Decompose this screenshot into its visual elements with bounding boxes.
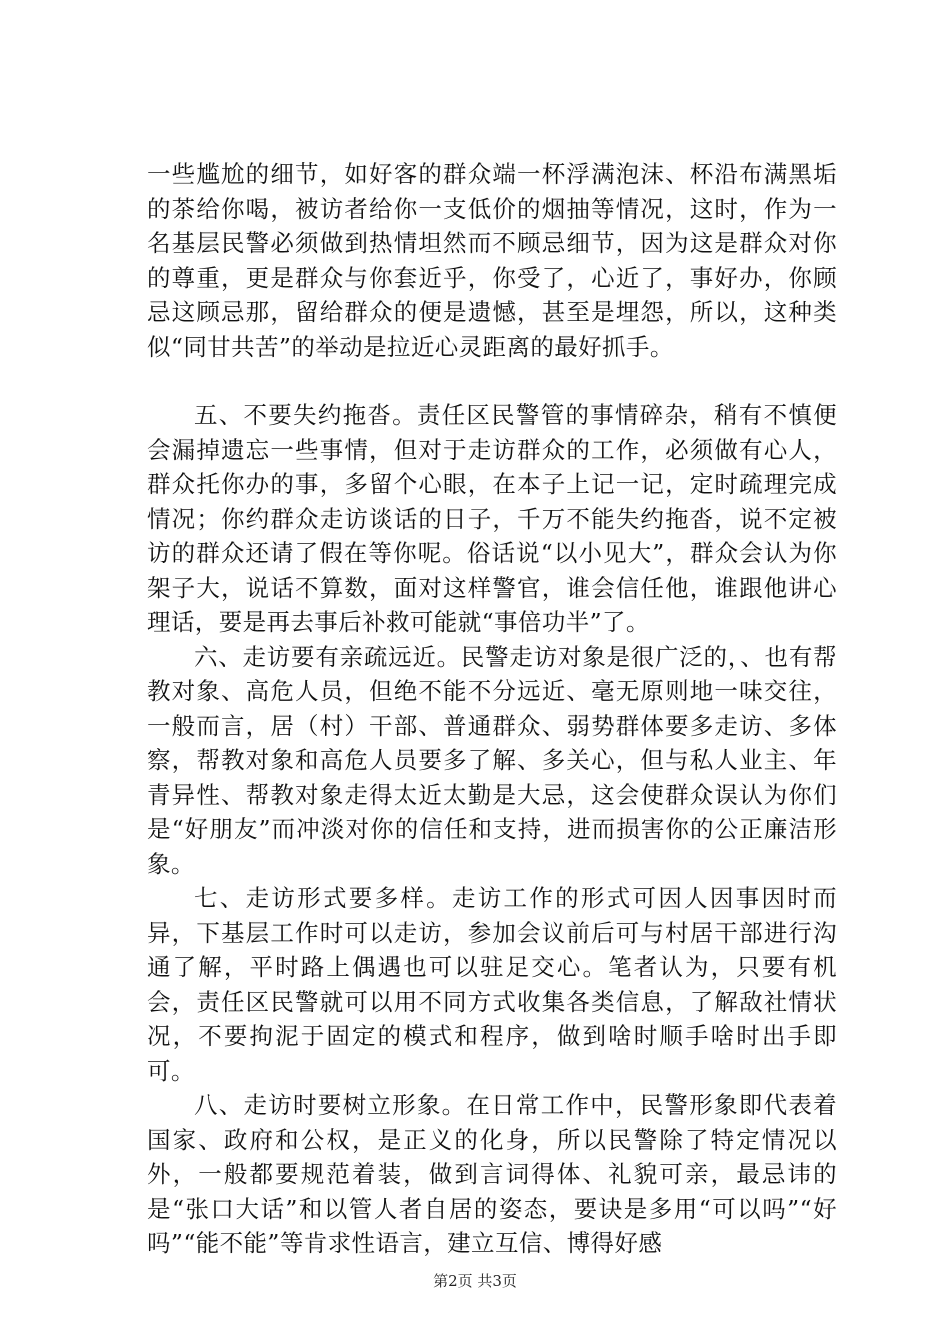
paragraph-eight: 八、走访时要树立形象。在日常工作中，民警形象即代表着国家、政府和公权，是正义的化身，所以民警除了特定情况以外，一般都要规范着装，做到言词得体、礼貌可亲，最忌讳的是“张口大话”和以管人者自居的姿态，要诀是多用“可以吗”“好吗”“能不能”等肯求性语言，建立互信、博得好感 [147,1091,837,1257]
paragraph-seven: 七、走访形式要多样。走访工作的形式可因人因事因时而异，下基层工作时可以走访，参加会议前后可与村居干部进行沟通了解，平时路上偶遇也可以驻足交心。笔者认为，只要有机会，责任区民警就可以用不同方式收集各类信息，了解敌社情状况，不要拘泥于固定的模式和程序，做到啥时顺手啥时出手即可。 [147,884,837,1085]
page-footer: 第2页 共3页 [433,1272,517,1290]
paragraph-six: 六、走访要有亲疏远近。民警走访对象是很广泛的，、也有帮教对象、高危人员，但绝不能不分远近、毫无原则地一味交往，一般而言，居（村）干部、普通群众、弱势群体要多走访、多体察，帮教对象和高危人员要多了解、多关心，但与私人业主、年青异性、帮教对象走得太近太勤是大忌，这会使群众误认为你们是“好朋友”而冲淡对你的信任和支持，进而损害你的公正廉洁形象。 [147,642,837,878]
paragraph-continuation: 一些尴尬的细节，如好客的群众端一杯浮满泡沫、杯沿布满黑垢的茶给你喝，被访者给你一支低价的烟抽等情况，这时，作为一名基层民警必须做到热情坦然而不顾忌细节，因为这是群众对你的尊重，更是群众与你套近乎，你受了，心近了，事好办，你顾忌这顾忌那，留给群众的便是遗憾，甚至是埋怨，所以，这种类似“同甘共苦”的举动是拉近心灵距离的最好抓手。 [147,160,837,361]
document-body [147,157,837,1261]
paragraph-five: 五、不要失约拖沓。责任区民警管的事情碎杂，稍有不慎便会漏掉遗忘一些事情，但对于走访群众的工作，必须做有心人，群众托你办的事，多留个心眼，在本子上记一记，定时疏理完成情况；你约群众走访谈话的日子，千万不能失约拖沓，说不定被访的群众还请了假在等你呢。俗话说“以小见大”，群众会认为你架子大，说话不算数，面对这样警官，谁会信任他，谁跟他讲心理话，要是再去事后补救可能就“事倍功半”了。 [147,401,837,636]
